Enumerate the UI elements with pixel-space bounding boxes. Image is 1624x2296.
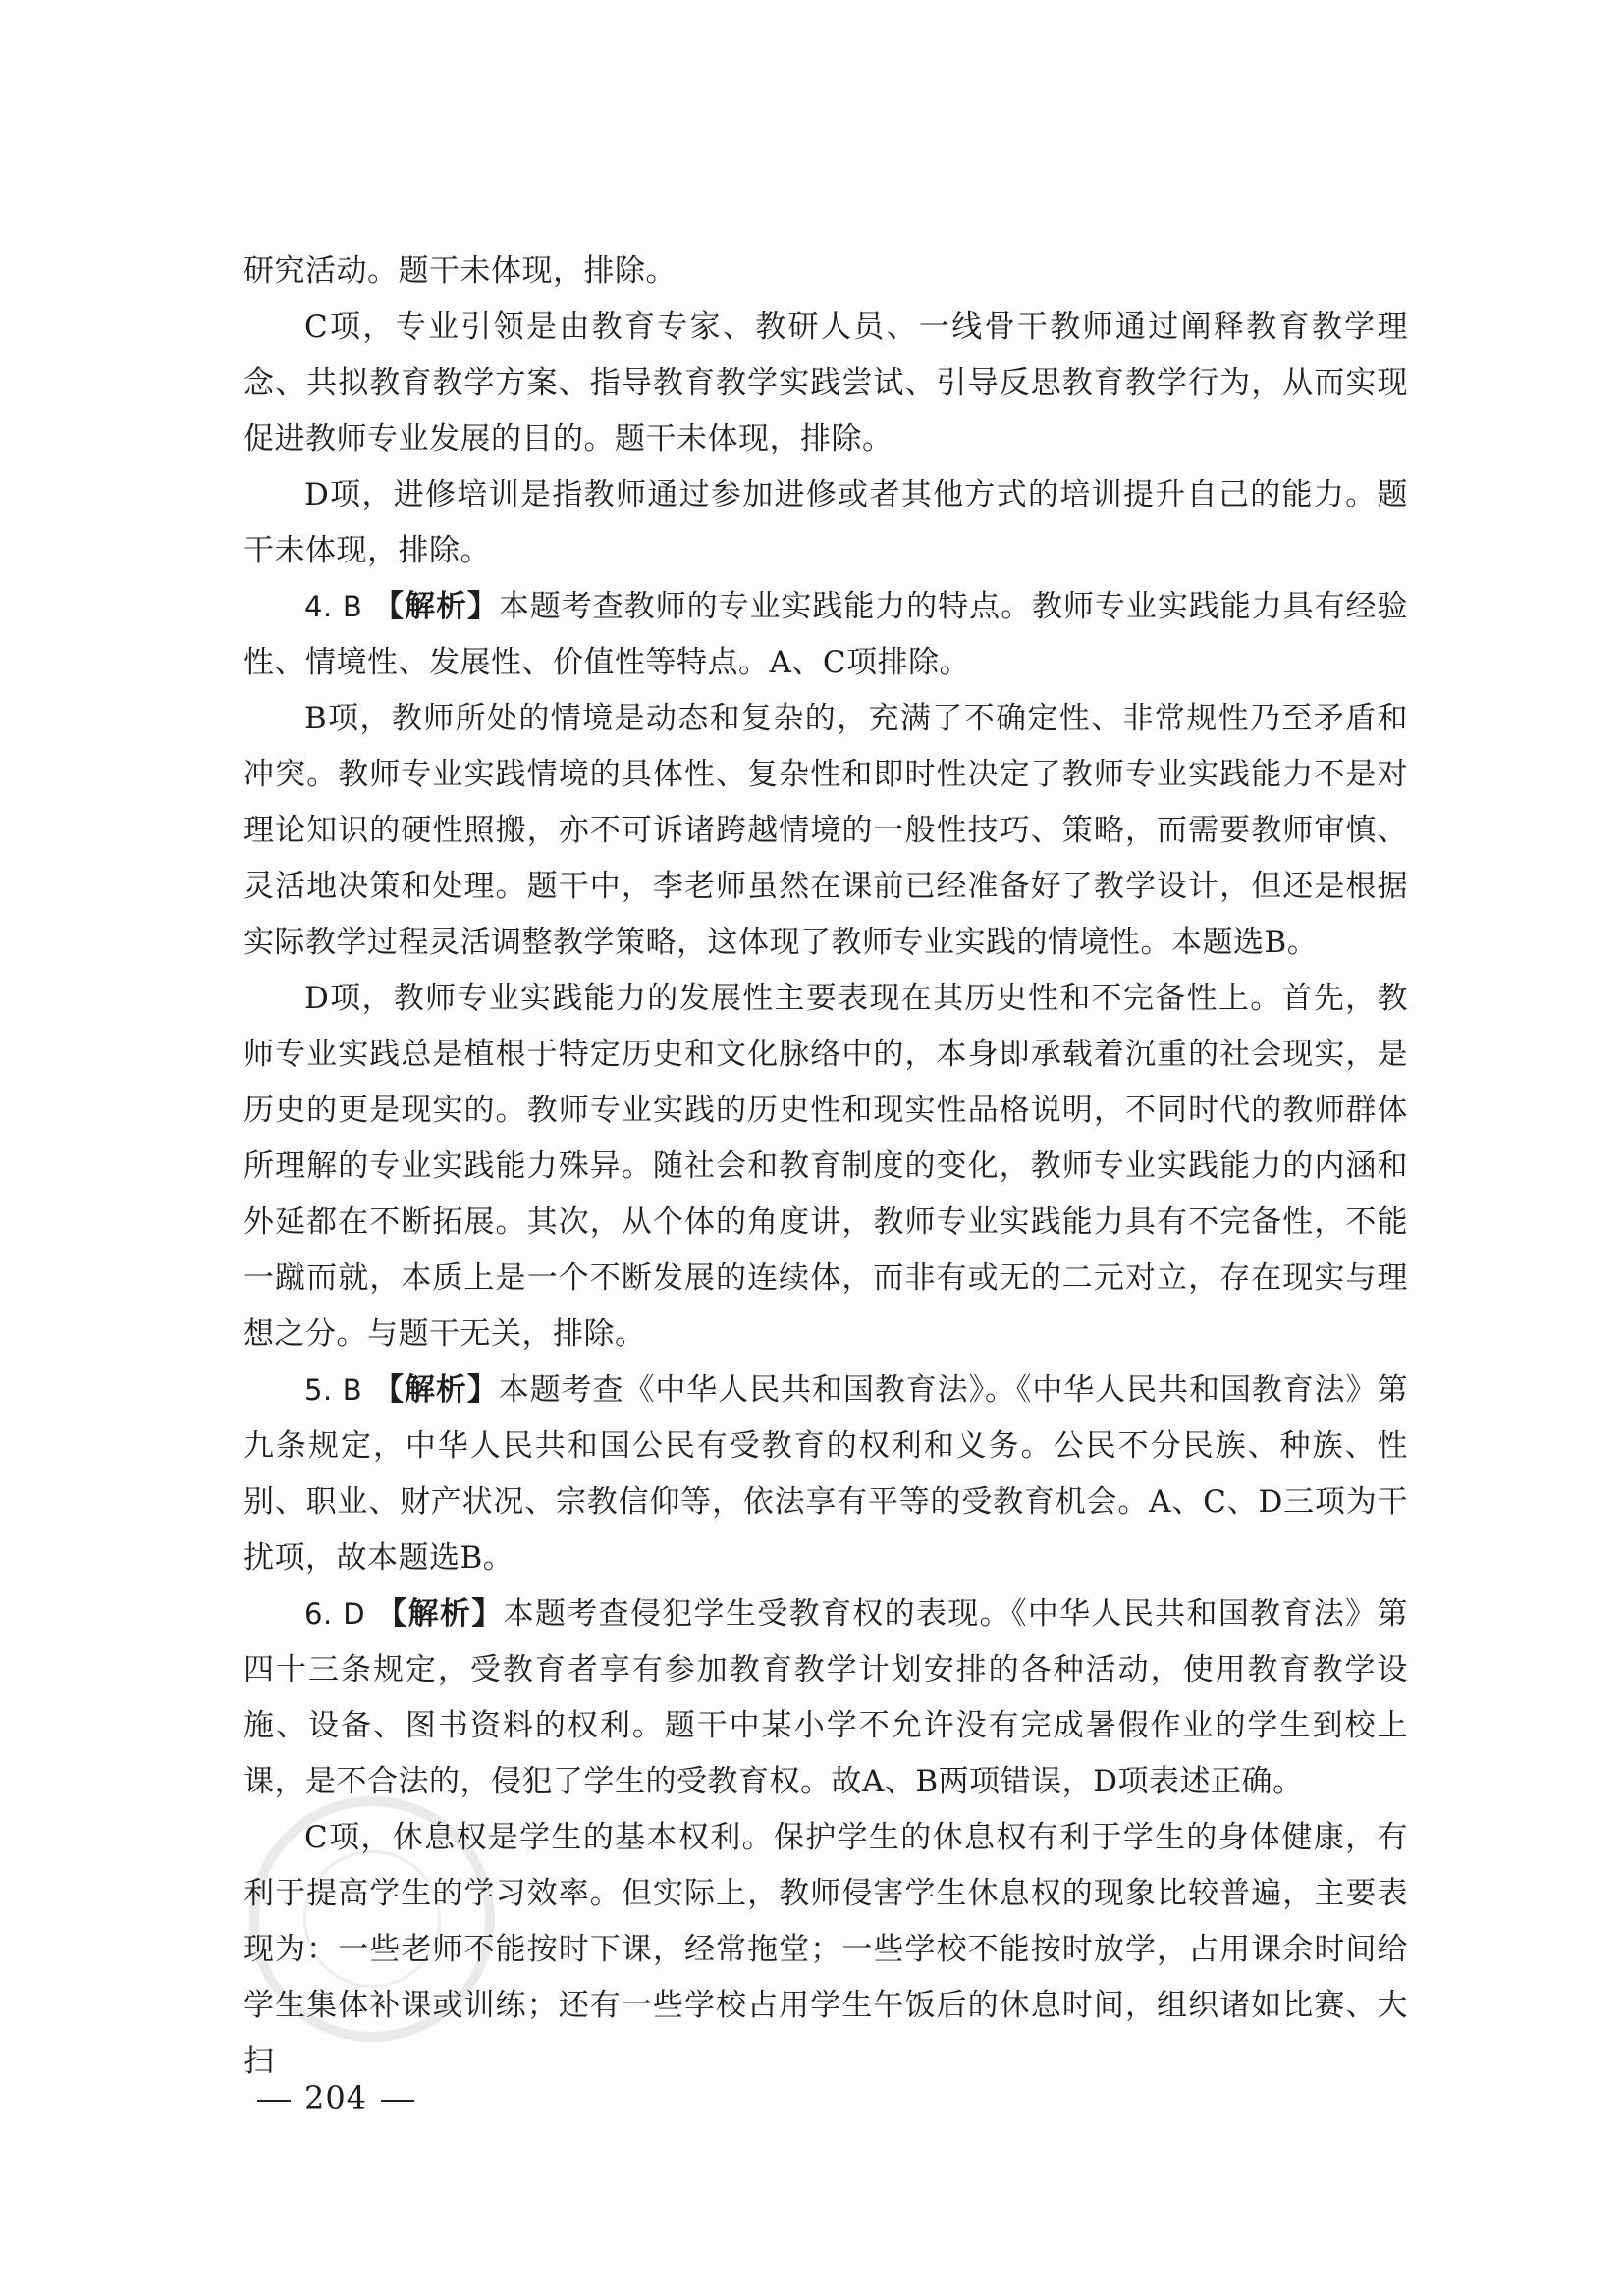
paragraph-option-c-2: C项，休息权是学生的基本权利。保护学生的休息权有利于学生的身体健康，有利于提高学生的学习效率。但实际上，教师侵害学生休息权的现象比较普遍，主要表现为：一些老师不能按时下课，经常拖堂；一些学校不能按时放学，占用课余时间给学生集体补课或训练；还有一些学校占用学生午饭后的休息时间，组织诸如比赛、大扫	[244, 1820, 1408, 2079]
answer-4: 4. B 【解析】本题考查教师的专业实践能力的特点。教师专业实践能力具有经验性、情境性、发展性、价值性等特点。A、C项排除。	[244, 589, 1408, 680]
page-number: 204	[304, 2079, 368, 2116]
paragraph-option-c: C项，专业引领是由教育专家、教研人员、一线骨干教师通过阐释教育教学理念、共拟教育教学方案、指导教育教学实践尝试、引导反思教育教学行为，从而实现促进教师专业发展的目的。题干未体现，排除。	[244, 309, 1408, 456]
footer-dash-right	[381, 2100, 414, 2102]
answer-5: 5. B 【解析】本题考查《中华人民共和国教育法》。《中华人民共和国教育法》第九条规定，中华人民共和国公民有受教育的权利和义务。公民不分民族、种族、性别、职业、财产状况、宗教信仰等，依法享有平等的受教育机会。A、C、D三项为干扰项，故本题选B。	[244, 1372, 1408, 1575]
analysis-tag: 【解析】	[373, 1372, 499, 1408]
answer-key: 6. D	[304, 1597, 366, 1630]
paragraph-option-b: B项，教师所处的情境是动态和复杂的，充满了不确定性、非常规性乃至矛盾和冲突。教师专业实践情境的具体性、复杂性和即时性决定了教师专业实践能力不是对理论知识的硬性照搬，亦不可诉诸跨越情境的一般性技巧、策略，而需要教师审慎、灵活地决策和处理。题干中，李老师虽然在课前已经准备好了教学设计，但还是根据实际教学过程灵活调整教学策略，这体现了教师专业实践的情境性。本题选B。	[244, 701, 1408, 960]
footer-dash-left	[257, 2100, 291, 2102]
analysis-tag: 【解析】	[373, 589, 499, 624]
paragraph-option-d-2: D项，教师专业实践能力的发展性主要表现在其历史性和不完备性上。首先，教师专业实践总是植根于特定历史和文化脉络中的，本身即承载着沉重的社会现实，是历史的更是现实的。教师专业实践的历史性和现实性品格说明，不同时代的教师群体所理解的专业实践能力殊异。随社会和教育制度的变化，教师专业实践能力的内涵和外延都在不断拓展。其次，从个体的角度讲，教师专业实践能力具有不完备性，不能一蹴而就，本质上是一个不断发展的连续体，而非有或无的二元对立，存在现实与理想之分。与题干无关，排除。	[244, 981, 1408, 1352]
page-footer	[244, 2079, 428, 2116]
answer-6: 6. D 【解析】本题考查侵犯学生受教育权的表现。《中华人民共和国教育法》第四十三条规定，受教育者享有参加教育教学计划安排的各种活动，使用教育教学设施、设备、图书资料的权利。题干中某小学不允许没有完成暑假作业的学生到校上课，是不合法的，侵犯了学生的受教育权。故A、B两项错误，D项表述正确。	[244, 1596, 1409, 1799]
paragraph-1: 研究活动。题干未体现，排除。	[244, 253, 677, 289]
page-body	[244, 243, 1408, 2090]
analysis-tag: 【解析】	[376, 1596, 504, 1631]
paragraph-option-d: D项，进修培训是指教师通过参加进修或者其他方式的培训提升自己的能力。题干未体现，排除。	[244, 477, 1408, 568]
answer-key: 5. B	[304, 1373, 363, 1407]
answer-key: 4. B	[304, 590, 363, 623]
